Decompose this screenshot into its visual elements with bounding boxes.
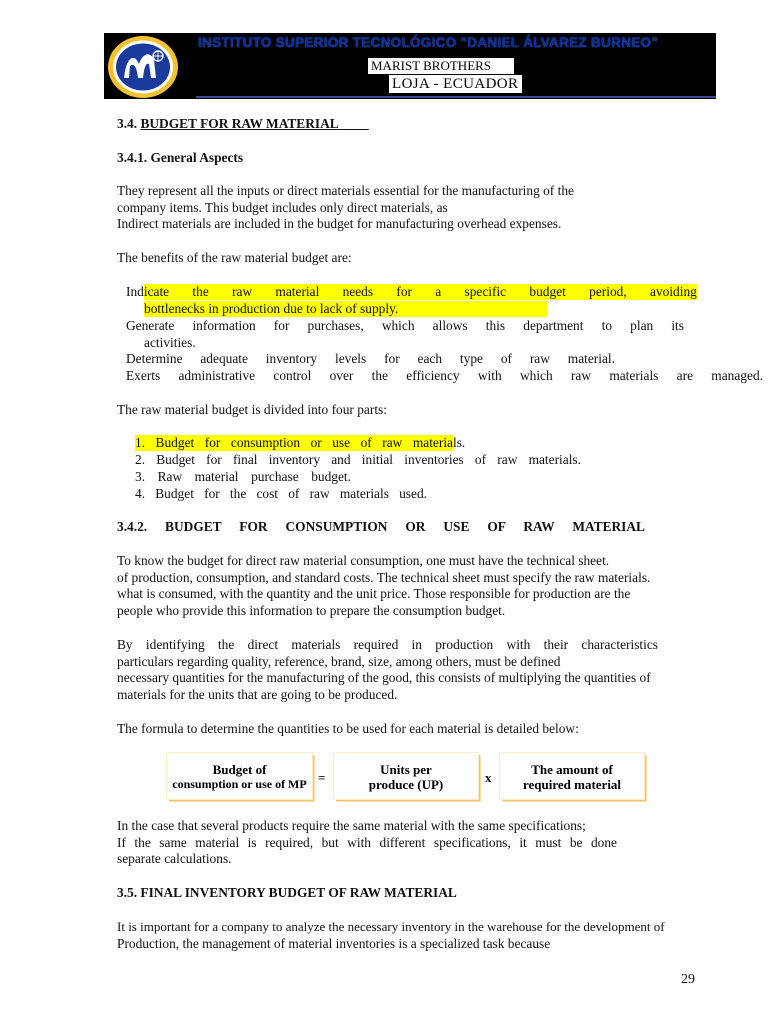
- formula-box-units: Units per produce (UP): [334, 753, 478, 799]
- subsection-heading-3-4-2: 3.4.2. BUDGET FOR CONSUMPTION OR USE OF RAW MATERIAL: [117, 519, 645, 534]
- section-heading-3-4: [117, 116, 369, 132]
- benefit-item: Generate information for purchases, which allows this department to plan its: [126, 318, 684, 333]
- highlighted-text: 1. Budget for consumption or use of raw materia: [135, 435, 453, 450]
- page-number: 29: [681, 972, 695, 987]
- formula-box-consumption-budget: Budget of consumption or use of MP: [167, 753, 312, 799]
- formula-box-required-material: The amount of required material: [500, 753, 644, 799]
- subsection-heading-3-4-1: 3.4.1. General Aspects: [117, 150, 244, 165]
- institution-name: INSTITUTO SUPERIOR TECNOLÓGICO "DANIEL ÁLVAREZ BURNEO": [198, 35, 659, 50]
- times-sign: x: [485, 770, 492, 785]
- parts-list-item: 1. Budget for consumption or use of raw materials.: [135, 435, 466, 450]
- paragraph-line: separate calculations.: [117, 851, 232, 866]
- paragraph-line: Indirect materials are included in the budget for manufacturing overhead expenses.: [117, 216, 562, 231]
- highlighted-text: icate the raw material needs for a specific budget period, avoiding: [143, 284, 697, 299]
- benefit-item-continuation: activities.: [144, 335, 196, 350]
- header-divider: [196, 96, 716, 98]
- parts-list-item: 2. Budget for final inventory and initial inventories of raw materials.: [135, 452, 581, 467]
- section-heading-3-5: 3.5. FINAL INVENTORY BUDGET OF RAW MATERIAL: [117, 885, 457, 900]
- paragraph-line: particulars regarding quality, reference, brand, size, among others, must be defined: [117, 654, 561, 669]
- highlighted-text: bottlenecks in production due to lack of supply.: [144, 301, 547, 317]
- paragraph-line: Production, the management of material inventories is a specialized task because: [117, 936, 551, 951]
- paragraph-line: necessary quantities for the manufacturing of the good, this consists of multiplying the quantities of: [117, 670, 651, 685]
- benefit-item-continuation: [144, 301, 547, 317]
- parts-list-item: 3. Raw material purchase budget.: [135, 469, 351, 484]
- equals-sign: =: [318, 770, 326, 785]
- paragraph-line: of production, consumption, and standard costs. The technical sheet must specify the raw materials.: [117, 570, 651, 585]
- paragraph-line: what is consumed, with the quantity and the unit price. Those responsible for production are the: [117, 586, 631, 601]
- formula-intro: The formula to determine the quantities to be used for each material is detailed below:: [117, 721, 579, 736]
- heading-number: 3.4.: [117, 116, 141, 131]
- paragraph-line: To know the budget for direct raw material consumption, one must have the technical sheet.: [117, 553, 610, 568]
- paragraph-line: people who provide this information to prepare the consumption budget.: [117, 603, 506, 618]
- congregation-label: MARIST BROTHERS: [368, 58, 514, 74]
- benefit-item: Determine adequate inventory levels for each type of raw material.: [126, 351, 615, 366]
- benefit-item: Exerts administrative control over the efficiency with which raw materials are managed.: [126, 368, 763, 383]
- paragraph-line: materials for the units that are going to be produced.: [117, 687, 398, 702]
- institute-logo: [106, 34, 180, 100]
- parts-intro: The raw material budget is divided into four parts:: [117, 402, 387, 417]
- heading-text: BUDGET FOR RAW MATERIAL: [140, 116, 339, 131]
- benefits-intro: The benefits of the raw material budget are:: [117, 250, 352, 265]
- location-label: LOJA - ECUADOR: [389, 75, 522, 93]
- paragraph-line: If the same material is required, but with different specifications, it must be done: [117, 835, 617, 850]
- paragraph-line: company items. This budget includes only direct materials, as: [117, 200, 448, 215]
- parts-list-item: 4. Budget for the cost of raw materials used.: [135, 486, 427, 501]
- paragraph-line: It is important for a company to analyze the necessary inventory in the warehouse for the development of: [117, 919, 665, 934]
- paragraph-line: By identifying the direct materials required in production with their characteristics: [117, 637, 658, 652]
- benefit-item: Indicate the raw material needs for a specific budget period, avoiding: [126, 284, 697, 299]
- paragraph-line: In the case that several products require the same material with the same specifications;: [117, 818, 586, 833]
- paragraph-line: They represent all the inputs or direct materials essential for the manufacturing of the: [117, 183, 574, 198]
